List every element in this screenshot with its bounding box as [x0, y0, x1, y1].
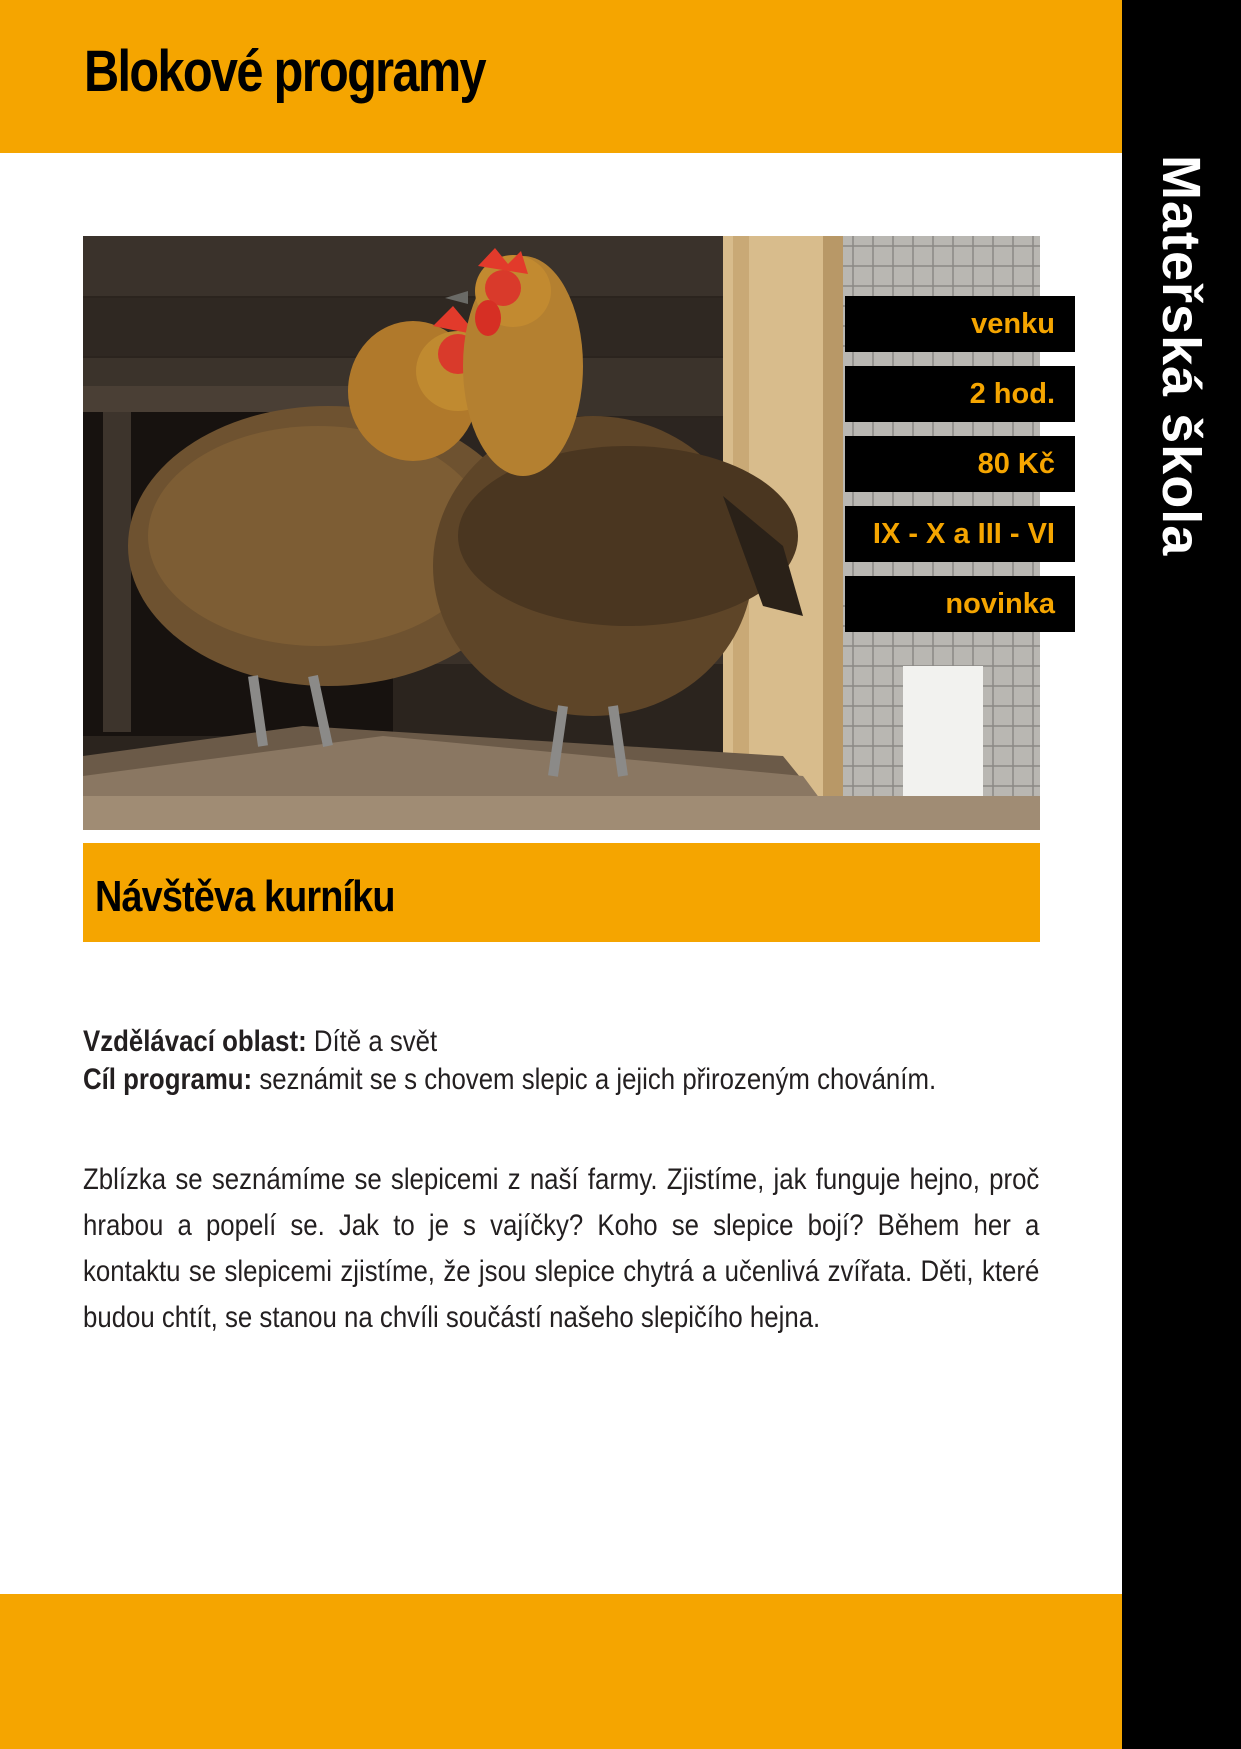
goal-row [83, 1061, 937, 1099]
tag-duration: 2 hod. [845, 366, 1075, 422]
tag-new: novinka [845, 576, 1075, 632]
program-description: Zblízka se seznámíme se slepicemi z naší farmy. Zjistíme, jak funguje hejno, proč hrabou a popelí se. Jak to je s vajíčky? Koho se slepice bojí? Během her a kontaktu se slepicemi zjistíme, že jsou slepice chytrá a učenlivá zvířata. Děti, které budou chtít, se stanou na chvíli součástí našeho slepičího hejna. [83, 1163, 1040, 1334]
tag-location: venku [845, 296, 1075, 352]
footer-band [0, 1594, 1122, 1749]
page-title: Blokové programy [84, 39, 485, 104]
goal-value: seznámit se s chovem slepic a jejich přirozeným chováním. [259, 1063, 937, 1096]
program-meta [83, 1023, 1040, 1099]
area-label: Vzdělávací oblast: [83, 1025, 307, 1058]
program-title: Návštěva kurníku [95, 872, 395, 921]
area-value: Dítě a svět [313, 1025, 438, 1058]
area-row [83, 1023, 906, 1061]
goal-label: Cíl programu: [83, 1063, 253, 1096]
program-tags [845, 296, 1075, 646]
sidebar-label: Mateřská škola [1151, 155, 1211, 557]
tag-price: 80 Kč [845, 436, 1075, 492]
tag-months: IX - X a III - VI [845, 506, 1075, 562]
